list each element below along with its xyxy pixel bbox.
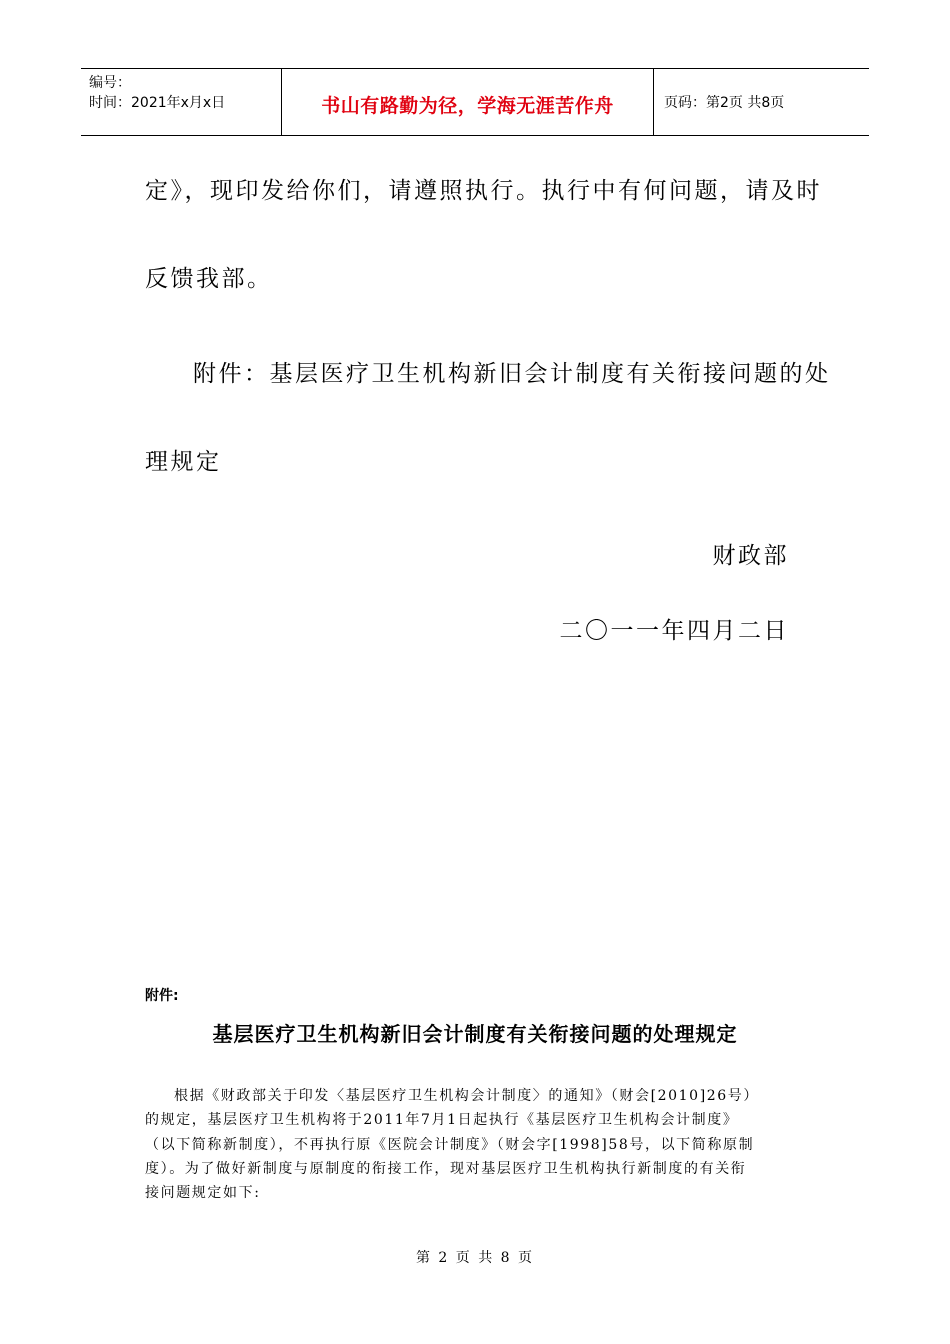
notice-line-2: 反馈我部。 — [145, 266, 273, 292]
attachment-reference-line-1: 附件：基层医疗卫生机构新旧会计制度有关衔接问题的处 — [193, 361, 831, 387]
issuer-signature: 财政部 — [712, 543, 789, 569]
page-label: 页码：第2页 共8页 — [664, 95, 785, 111]
header-motto-cell — [282, 69, 654, 135]
body-line-1: 根据《财政部关于印发〈基层医疗卫生机构会计制度〉的通知》（财会[2010]26号） — [174, 1088, 759, 1104]
page-footer: 第 2 页 共 8 页 — [415, 1250, 535, 1266]
body-line-5: 接问题规定如下: — [145, 1185, 261, 1201]
body-line-3: （以下简称新制度），不再执行原《医院会计制度》（财会字[1998]58号，以下简称原制 — [145, 1137, 755, 1153]
attachment-label: 附件: — [145, 988, 179, 1004]
body-line-2: 的规定，基层医疗卫生机构将于2011年7月1日起执行《基层医疗卫生机构会计制度》 — [145, 1112, 739, 1128]
time-label: 时间：2021年x月x日 — [89, 95, 226, 111]
motto: 书山有路勤为径，学海无涯苦作舟 — [321, 94, 614, 117]
header-meta — [81, 69, 282, 135]
notice-line-1: 定》，现印发给你们，请遵照执行。执行中有何问题，请及时 — [145, 178, 822, 204]
attachment-title: 基层医疗卫生机构新旧会计制度有关衔接问题的处理规定 — [212, 1022, 738, 1046]
issue-date: 二〇一一年四月二日 — [559, 618, 789, 644]
number-label: 编号： — [89, 75, 131, 91]
attachment-reference-line-2: 理规定 — [145, 449, 222, 475]
body-line-4: 度）。为了做好新制度与原制度的衔接工作，现对基层医疗卫生机构执行新制度的有关衔 — [145, 1161, 747, 1177]
page-header — [81, 68, 869, 136]
header-page-cell — [654, 69, 869, 135]
